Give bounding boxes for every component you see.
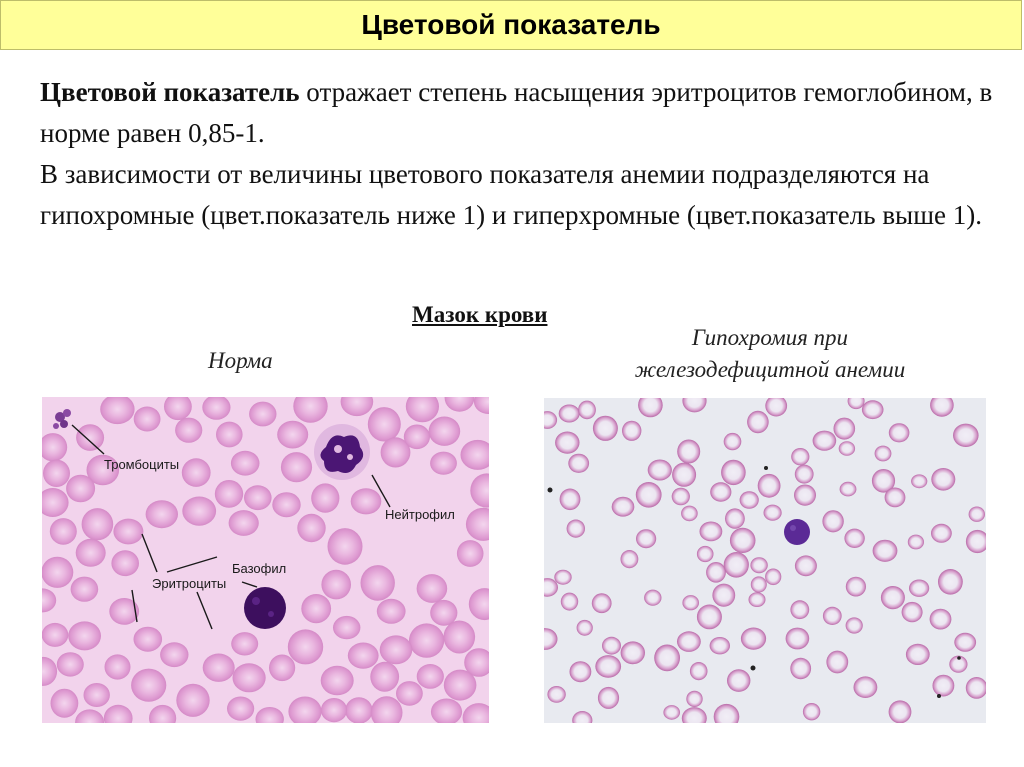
- red-blood-cell: [417, 574, 448, 603]
- red-blood-cell: [444, 670, 477, 701]
- red-blood-cell: [348, 643, 379, 669]
- red-blood-cell: [321, 666, 354, 696]
- red-blood-cell: [636, 482, 662, 508]
- red-blood-cell: [846, 577, 866, 597]
- red-blood-cell: [712, 584, 735, 607]
- red-blood-cell: [854, 676, 878, 698]
- normal-smear-svg: [42, 397, 489, 723]
- neutrophil-cell: [314, 424, 370, 480]
- red-blood-cell: [791, 448, 809, 465]
- red-blood-cell: [911, 474, 927, 488]
- red-blood-cell: [749, 592, 766, 607]
- red-blood-cell: [931, 524, 952, 543]
- red-blood-cell: [76, 424, 104, 451]
- red-blood-cell: [885, 488, 906, 508]
- red-blood-cell: [758, 474, 781, 498]
- red-blood-cell: [215, 480, 243, 508]
- red-blood-cell: [368, 407, 401, 441]
- red-blood-cell: [570, 661, 592, 682]
- red-blood-cell: [834, 418, 856, 440]
- normal-smear-image: [42, 397, 489, 723]
- red-blood-cell: [182, 497, 216, 526]
- red-blood-cell: [840, 482, 857, 497]
- red-blood-cell: [457, 540, 484, 567]
- red-blood-cell: [690, 662, 708, 680]
- red-blood-cell: [813, 431, 837, 451]
- red-blood-cell: [160, 642, 188, 667]
- red-blood-cell: [954, 633, 976, 652]
- red-blood-cell: [380, 635, 413, 664]
- red-blood-cell: [902, 602, 923, 622]
- red-blood-cell: [134, 627, 163, 652]
- red-blood-cell: [909, 580, 929, 597]
- red-blood-cell: [697, 605, 722, 630]
- red-blood-cell: [176, 684, 209, 717]
- red-blood-cell: [269, 655, 295, 682]
- red-blood-cell: [697, 546, 714, 562]
- red-blood-cell: [231, 451, 260, 476]
- red-blood-cell: [231, 632, 258, 655]
- red-blood-cell: [672, 463, 696, 487]
- hypochromia-caption-line-1: Гипохромия при: [691, 325, 849, 350]
- red-blood-cell: [710, 637, 730, 654]
- red-blood-cell: [730, 528, 756, 553]
- red-blood-cell: [795, 555, 817, 576]
- red-blood-cell: [134, 407, 161, 432]
- hypochromia-smear-svg: [544, 398, 986, 723]
- red-blood-cell: [444, 621, 476, 654]
- red-blood-cell: [249, 402, 276, 427]
- red-blood-cell: [559, 405, 580, 423]
- red-blood-cell: [931, 468, 955, 491]
- red-blood-cell: [710, 482, 731, 501]
- red-blood-cell: [794, 485, 816, 506]
- hypochromia-smear-image: [544, 398, 986, 723]
- red-blood-cell: [622, 421, 641, 441]
- red-blood-cell: [908, 535, 924, 550]
- red-blood-cell: [146, 500, 178, 528]
- red-blood-cell: [682, 595, 699, 610]
- red-blood-cell: [724, 552, 749, 578]
- red-blood-cell: [560, 489, 581, 511]
- red-blood-cell: [621, 550, 639, 568]
- label-platelets: Тромбоциты: [104, 457, 180, 472]
- red-blood-cell: [795, 465, 814, 484]
- red-blood-cell: [57, 652, 84, 676]
- red-blood-cell: [654, 645, 680, 672]
- red-blood-cell: [203, 654, 235, 682]
- label-neutrophil: Нейтрофил: [385, 507, 455, 522]
- red-blood-cell: [721, 460, 746, 485]
- red-blood-cell: [644, 590, 661, 606]
- red-blood-cell: [700, 522, 723, 542]
- red-blood-cell: [663, 705, 680, 720]
- red-blood-cell: [844, 529, 864, 548]
- red-blood-cell: [677, 440, 700, 464]
- red-blood-cell: [377, 599, 406, 624]
- red-blood-cell: [277, 421, 308, 449]
- red-blood-cell: [803, 703, 820, 720]
- red-blood-cell: [288, 629, 323, 664]
- lymphocyte-cell: [784, 519, 810, 545]
- red-blood-cell: [404, 425, 430, 450]
- red-blood-cell: [786, 628, 810, 650]
- smear-heading: Мазок крови: [412, 302, 548, 327]
- red-blood-cell: [297, 514, 325, 542]
- body-text: [40, 72, 1000, 236]
- red-blood-cell: [345, 697, 372, 723]
- red-blood-cell: [42, 623, 68, 647]
- red-blood-cell: [567, 520, 585, 538]
- red-blood-cell: [881, 586, 905, 609]
- red-blood-cell: [131, 669, 166, 702]
- red-blood-cell: [593, 416, 618, 441]
- classification-paragraph: В зависимости от величины цветового показателя анемии подразделяются на гипохромные (цвет.показатель ниже 1) и гиперхромные (цвет.показатель выше 1).: [40, 159, 982, 230]
- red-blood-cell: [547, 686, 565, 703]
- red-blood-cell: [725, 508, 745, 528]
- red-blood-cell: [555, 432, 579, 454]
- basophil-cell: [244, 587, 286, 629]
- red-blood-cell: [765, 569, 781, 586]
- red-blood-cell: [938, 569, 963, 595]
- normal-caption: Норма: [208, 348, 273, 373]
- red-blood-cell: [244, 485, 272, 510]
- red-blood-cell: [71, 577, 99, 602]
- red-blood-cell: [706, 562, 726, 583]
- red-blood-cell: [953, 424, 979, 447]
- red-blood-cell: [826, 651, 848, 674]
- red-blood-cell: [969, 507, 985, 522]
- red-blood-cell: [727, 669, 750, 692]
- red-blood-cell: [281, 452, 312, 482]
- red-blood-cell: [889, 423, 910, 442]
- red-blood-cell: [175, 418, 202, 443]
- definition-term: Цветовой показатель: [40, 77, 300, 107]
- red-blood-cell: [612, 497, 635, 517]
- red-blood-cell: [311, 483, 339, 512]
- red-blood-cell: [233, 663, 266, 692]
- red-blood-cell: [361, 565, 395, 601]
- red-blood-cell: [741, 628, 766, 650]
- red-blood-cell: [109, 598, 139, 625]
- red-blood-cell: [396, 681, 423, 706]
- definition-paragraph: [40, 72, 1000, 154]
- red-blood-cell: [592, 593, 612, 613]
- red-blood-cell: [554, 570, 571, 585]
- red-blood-cell: [66, 475, 95, 503]
- red-blood-cell: [227, 697, 254, 721]
- label-erythrocytes: Эритроциты: [152, 576, 227, 591]
- red-blood-cell: [839, 441, 855, 456]
- red-blood-cell: [301, 594, 331, 623]
- red-blood-cell: [677, 631, 701, 652]
- red-blood-cell: [747, 411, 769, 433]
- red-blood-cell: [636, 529, 656, 548]
- red-blood-cell: [51, 689, 79, 718]
- red-blood-cell: [328, 528, 363, 565]
- red-blood-cell: [577, 620, 593, 636]
- red-blood-cell: [568, 454, 589, 473]
- red-blood-cell: [686, 691, 702, 707]
- red-blood-cell: [906, 644, 930, 665]
- red-blood-cell: [229, 510, 259, 536]
- red-blood-cell: [751, 576, 767, 592]
- red-blood-cell: [430, 452, 457, 475]
- red-blood-cell: [621, 641, 645, 664]
- red-blood-cell: [595, 655, 621, 678]
- red-blood-cell: [790, 600, 809, 619]
- red-blood-cell: [216, 422, 243, 448]
- red-blood-cell: [750, 557, 767, 573]
- red-blood-cell: [889, 700, 912, 723]
- red-blood-cell: [111, 550, 139, 576]
- red-blood-cell: [862, 400, 884, 419]
- red-blood-cell: [822, 510, 843, 532]
- red-blood-cell: [724, 433, 742, 450]
- definition-text: отражает степень насыщения эритроцитов гемоглобином, в норме равен 0,85-1.: [40, 77, 993, 148]
- red-blood-cell: [409, 623, 444, 657]
- red-blood-cell: [846, 617, 863, 633]
- red-blood-cell: [740, 491, 759, 509]
- red-blood-cell: [602, 637, 621, 655]
- red-blood-cell: [578, 401, 596, 420]
- red-blood-cell: [105, 654, 131, 679]
- red-blood-cell: [933, 675, 955, 697]
- hypochromia-caption: [585, 322, 955, 386]
- red-blood-cell: [76, 539, 106, 567]
- red-blood-cell: [351, 488, 382, 514]
- red-blood-cell: [681, 506, 698, 522]
- label-basophil: Базофил: [232, 561, 287, 576]
- red-blood-cell: [272, 492, 300, 517]
- red-blood-cell: [429, 417, 461, 446]
- red-blood-cell: [417, 664, 444, 689]
- red-blood-cell: [321, 570, 351, 600]
- red-blood-cell: [823, 607, 842, 625]
- red-blood-cell: [561, 593, 578, 611]
- red-blood-cell: [82, 508, 114, 540]
- red-blood-cell: [333, 616, 360, 639]
- red-blood-cell: [50, 518, 77, 545]
- red-blood-cell: [68, 621, 101, 650]
- red-blood-cell: [182, 458, 211, 487]
- hypochromia-caption-line-2: железодефицитной анемии: [634, 357, 906, 382]
- red-blood-cell: [321, 698, 347, 722]
- red-blood-cell: [84, 683, 110, 707]
- slide-title: Цветовой показатель: [361, 9, 661, 40]
- red-blood-cell: [648, 460, 672, 481]
- red-blood-cell: [764, 505, 782, 521]
- red-blood-cell: [873, 540, 898, 562]
- red-blood-cell: [43, 460, 70, 487]
- red-blood-cell: [672, 488, 690, 506]
- red-blood-cell: [370, 662, 399, 692]
- red-blood-cell: [598, 687, 619, 709]
- red-blood-cell: [930, 609, 952, 630]
- red-blood-cell: [113, 519, 143, 545]
- title-bar: [0, 0, 1022, 50]
- red-blood-cell: [790, 658, 811, 679]
- red-blood-cell: [875, 446, 892, 462]
- red-blood-cell: [42, 557, 73, 588]
